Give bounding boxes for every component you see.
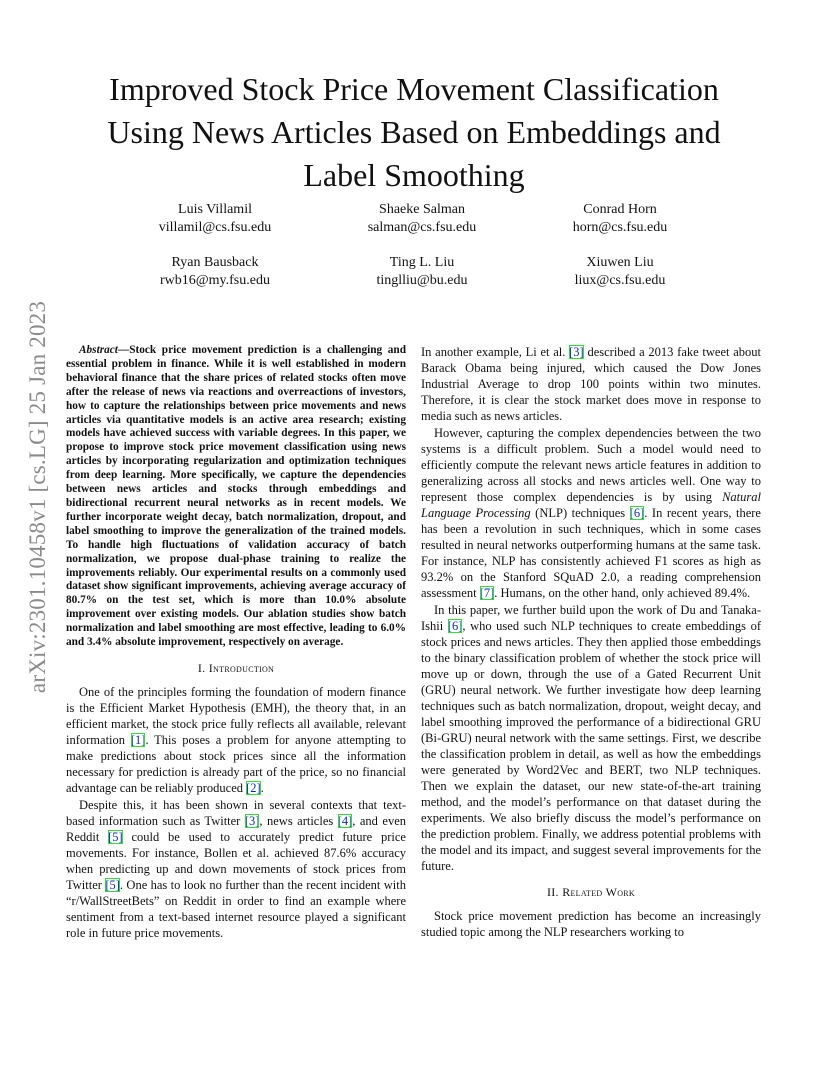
italic-term: Natural Language Processing (421, 490, 761, 520)
author-email: horn@cs.fsu.edu (572, 220, 668, 235)
author-email: villamil@cs.fsu.edu (158, 220, 272, 235)
paragraph-text: Despite this, it has been shown in several contexts that text-based information such as Twitter (66, 797, 406, 828)
paragraph-text: In another example, Li et al. (421, 345, 570, 359)
paragraph-text: . Humans, on the other hand, only achieved 89.4%. (494, 586, 751, 600)
author-name: Ting L. Liu (389, 255, 455, 270)
author-name: Xiuwen Liu (586, 255, 654, 270)
citation-link[interactable]: [ 7 ] (480, 586, 495, 600)
abstract-label: Abstract (79, 344, 118, 356)
intro-paragraph-4 (421, 425, 761, 601)
paragraph-text: , and even Reddit (66, 813, 406, 844)
citation-link[interactable]: [ 5 ] (108, 830, 123, 844)
citation-link[interactable]: [ 3 ] (245, 814, 260, 828)
paragraph-text: One of the principles forming the foundation of modern finance is the Efficient Market Hypothesis (EMH), the theory that, in an efficient market, the stock price fully reflects all available, relevant information (66, 684, 406, 747)
intro-paragraph-5 (421, 602, 761, 874)
author-email: tinglliu@bu.edu (376, 273, 468, 288)
section-number: I. (197, 660, 206, 675)
section-title: Introduction (208, 660, 275, 675)
paragraph-text: (NLP) techniques (530, 506, 630, 520)
citation-link[interactable]: [ 5 ] (105, 878, 120, 892)
author-block (520, 254, 720, 290)
paragraph-text: . In recent years, there has been a revolution in such techniques, which in some cases resulted in neural networks outperforming humans at the same task. For instance, NLP has consistently achieved F1 scores as high as 93.2% on the Stanford SQuAD 2.0, a reading comprehension assessment (421, 506, 761, 600)
paragraph-text: , who used such NLP techniques to create embeddings of stock prices and news articles. They then applied those embeddings to the binary classification problem of whether the stock price will move up or down, through the use of a Gated Recurrent Unit (GRU) neural network. We further investigate how deep learning techniques such as batch normalization, dropout, weight decay, and label smoothing improved the performance of a bidirectional GRU (Bi-GRU) neural network with the same settings. First, we describe the classification problem in detail, as well as how the embeddings were generated by Word2Vec and BERT, two NLP techniques. Then we explain the dataset, our new state-of-the-art training method, and the model’s performance on that dataset during the experiments. We also briefly discuss the model’s performance on the prediction problem. Finally, we address potential problems with the model and its impact, and suggest several improvements for the future. (421, 619, 761, 873)
right-column (421, 344, 761, 940)
abstract-text: —Stock price movement prediction is a challenging and essential problem in finance. While it is well established in modern behavioral finance that the share prices of related stocks often move after the release of news via reactions and overreactions of investors, how to capture the relationships between price movements and news articles via quantitative models is an active area research; existing models have achieved success with variable degrees. In this paper, we propose to improve stock price movement classification using news articles by incorporating regularization and optimization techniques from deep learning. More specifically, we capture the dependencies between news articles and stocks through embeddings and bidirectional recurrent neural networks as in recent models. We further incorporate weight decay, batch normalization, dropout, and label smoothing to improve the generalization of the trained models. To handle high fluctuations of validation accuracy of batch normalization, we propose dual-phase training to realize the improvements reliably. Our experimental results on a commonly used dataset show significant improvements, achieving average accuracy of 80.7% on the test set, which is more than 10.0% absolute improvement over existing models. Our ablation studies show batch normalization and label smoothing are most effective, leading to 6.0% and 3.4% absolute improvement, respectively on average. (66, 344, 406, 649)
related-work-paragraph-1: Stock price movement prediction has become an increasingly studied topic among the NLP researchers working to (421, 909, 761, 939)
citation-link[interactable]: [ 1 ] (131, 733, 146, 747)
citation-link[interactable]: [ 4 ] (338, 814, 353, 828)
paragraph-text: . (260, 780, 264, 795)
author-block (520, 201, 720, 237)
paragraph-text: , news articles (259, 813, 338, 828)
section-heading-introduction (66, 660, 406, 676)
paragraph-text: However, capturing the complex dependencies between the two systems is a difficult problem. Such a model would need to efficiently compute the relevant news article features in addition to generalizing across all stocks and news articles well. One way to represent those complex dependencies is by using (421, 426, 761, 504)
author-block (322, 254, 522, 290)
citation-link[interactable]: [ 6 ] (630, 506, 645, 520)
abstract (66, 344, 406, 650)
author-block (322, 201, 522, 237)
section-heading-related-work (421, 884, 761, 900)
paragraph-text: . One has to look no further than the recent incident with “r/WallStreetBets” on Reddit in order to find an example where sentiment from a text-based internet resource played a significant role in future price movements. (66, 877, 406, 940)
paragraph-text: In this paper, we further build upon the work of Du and Tanaka-Ishii (421, 603, 761, 633)
paper-title (80, 68, 748, 197)
author-name: Conrad Horn (583, 202, 657, 217)
citation-link[interactable]: [ 6 ] (448, 619, 463, 633)
title-line: Using News Articles Based on Embeddings and (107, 114, 721, 150)
title-line: Improved Stock Price Movement Classification (109, 71, 719, 107)
section-title: Related Work (562, 885, 636, 899)
intro-paragraph-3 (421, 344, 761, 424)
author-name: Ryan Bausback (171, 255, 259, 270)
paragraph-text: described a 2013 fake tweet about Barack Obama being injured, which caused the Dow Jones Industrial Average to drop 100 points within two minutes. Therefore, it is clear the stock market does move in response to media such as news articles. (421, 345, 761, 423)
section-number: II. (546, 885, 559, 899)
paragraph-text: could be used to accurately predict future price movements. For instance, Bollen et al. achieved 87.6% accuracy when predicting up and down movements of stock prices from Twitter (66, 829, 406, 892)
author-email: salman@cs.fsu.edu (367, 220, 477, 235)
author-email: liux@cs.fsu.edu (574, 273, 666, 288)
intro-paragraph-1 (66, 684, 406, 796)
arxiv-identifier-text: arXiv:2301.10458v1 [cs.LG] 25 Jan 2023 (25, 300, 50, 694)
paragraph-text: . This poses a problem for anyone attempting to make predictions about stock prices since all the information necessary for prediction is already part of the price, so no financial advantage can be reliably produced (66, 732, 406, 795)
arxiv-identifier (18, 292, 58, 702)
citation-link[interactable]: [ 2 ] (246, 781, 261, 795)
author-block (115, 254, 315, 290)
citation-link[interactable]: [ 3 ] (569, 345, 584, 359)
author-email: rwb16@my.fsu.edu (160, 273, 270, 288)
intro-paragraph-2 (66, 797, 406, 941)
author-name: Shaeke Salman (379, 202, 465, 217)
author-name: Luis Villamil (178, 202, 252, 217)
author-block (115, 201, 315, 237)
title-line: Label Smoothing (303, 157, 525, 193)
left-column (66, 344, 406, 941)
